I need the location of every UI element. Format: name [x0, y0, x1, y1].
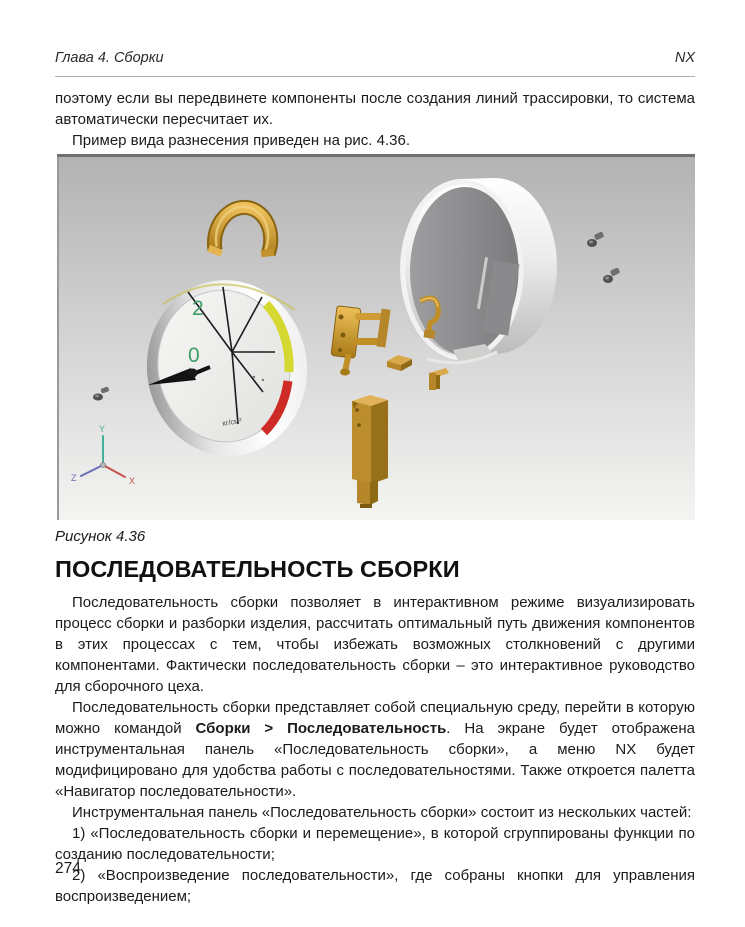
axis-z-label: Z — [71, 473, 77, 483]
menu-command-path: Сборки > Последовательность — [195, 720, 447, 737]
axis-x-label: X — [129, 476, 136, 486]
dial-unit-label: кг/см² — [221, 416, 243, 428]
header-rule — [55, 76, 695, 77]
paragraph-2-text-tail: . На экране будет отображена инструментальная панель «Последовательность сборки», а меню NX будет модифицировано для удобства работы с последовательностями. Также откроется палетта «Навигатор последовательности». — [55, 720, 695, 800]
needle-hub — [189, 369, 198, 378]
dial-digit-2: 2 — [192, 297, 204, 320]
gauge-housing — [400, 178, 557, 363]
paragraph-2-text: Последовательность сборки представляет собой специальную среду, перейти в которую можно командой — [55, 699, 695, 737]
section-heading: ПОСЛЕДОВАТЕЛЬНОСТЬ СБОРКИ — [55, 556, 460, 582]
intro-example-line: Пример вида разнесения приведен на рис. 4.36. — [72, 132, 411, 149]
figure-caption: Рисунок 4.36 — [55, 528, 146, 545]
axis-y-label: Y — [99, 424, 106, 434]
figure-4-36 — [57, 154, 695, 520]
chapter-title: Глава 4. Сборки — [55, 50, 164, 66]
intro-paragraph: поэтому если вы передвинете компоненты после создания линий трассировки, то система автоматически пересчитает их. — [55, 90, 695, 128]
section-paragraph-1: Последовательность сборки позволяет в интерактивном режиме визуализировать процесс сборки и разборки изделия, рассчитать оптимальный путь движения компонентов в этих процессах с тем, чтобы избежать возможных столкновений с другими компонентами. Фактически последовательность сборки – это интерактивное руководство для сборочного цеха. — [55, 594, 695, 695]
section-paragraph-2 — [55, 697, 695, 802]
dial-digit-0: 0 — [188, 344, 200, 367]
toolbar-list-item-1: 1) «Последовательность сборки и перемещение», в которой сгруппированы функции по созданию последовательности; — [55, 825, 695, 863]
page-number: 274 — [55, 860, 81, 877]
section-paragraph-3: Инструментальная панель «Последовательность сборки» состоит из нескольких частей: — [72, 804, 692, 821]
page-header — [55, 50, 695, 67]
toolbar-list-item-2: 2) «Воспроизведение последовательности», где собраны кнопки для управления воспроизведением; — [55, 867, 695, 905]
header-brand: NX — [674, 50, 695, 66]
exploded-view-illustration — [57, 154, 695, 520]
